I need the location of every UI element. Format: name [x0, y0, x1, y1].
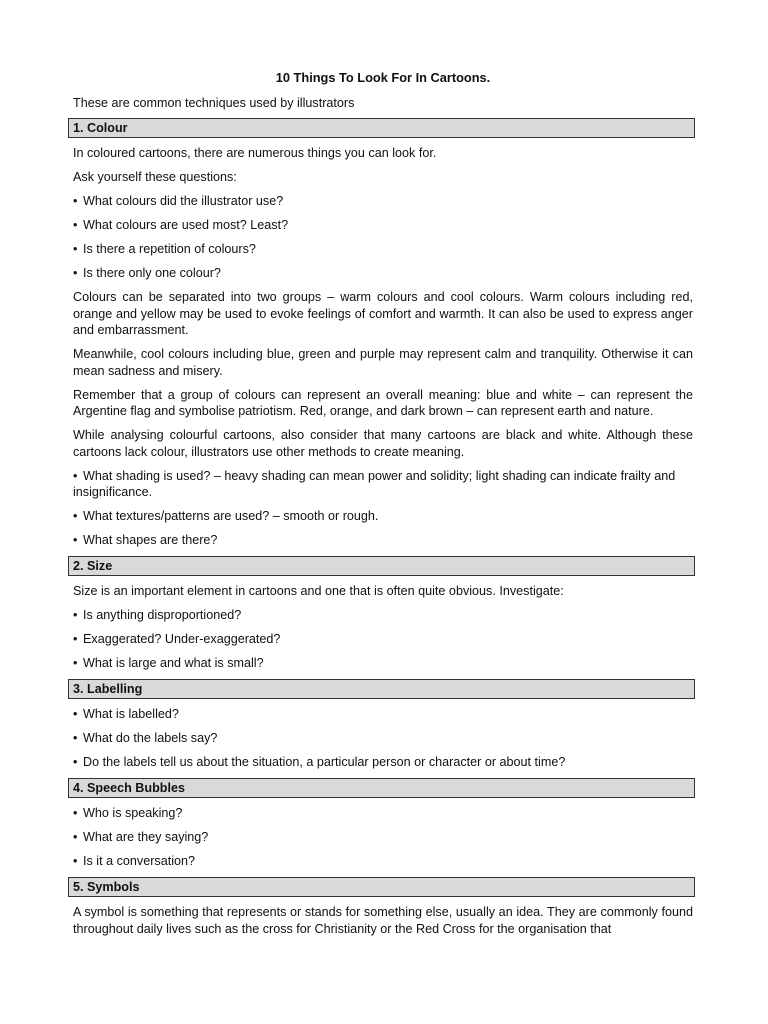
bullet-item: • Is there a repetition of colours?: [73, 242, 256, 256]
bullet-item: • What do the labels say?: [73, 731, 218, 745]
bullet-item: • What are they saying?: [73, 830, 209, 844]
bullet-item: • What textures/patterns are used? – smooth or rough.: [73, 509, 379, 523]
paragraph: While analysing colourful cartoons, also consider that many cartoons are black and white. Although these cartoons lack colour, illustrators use other methods to create meaning.: [73, 428, 693, 459]
bullet-icon: •: [73, 755, 78, 769]
bullet-icon: •: [73, 468, 78, 483]
bullet-icon: •: [73, 707, 78, 721]
document-page: [73, 70, 693, 945]
bullet-item: • Is it a conversation?: [73, 854, 196, 868]
bullet-icon: •: [73, 731, 78, 745]
bullet-icon: •: [73, 533, 78, 547]
bullet-item: • What colours did the illustrator use?: [73, 194, 284, 208]
paragraph: Remember that a group of colours can represent an overall meaning: blue and white – can represent the Argentine flag and symbolise patriotism. Red, orange, and dark brown – can represent earth and nature.: [73, 387, 693, 418]
bullet-icon: •: [73, 608, 78, 622]
bullet-icon: •: [73, 242, 78, 256]
section-heading-labelling: 3. Labelling: [68, 679, 695, 699]
paragraph: Colours can be separated into two groups – warm colours and cool colours. Warm colours including red, orange and yellow may be used to evoke feelings of comfort and warmth. It can also be used to express anger and embarrassment.: [73, 290, 693, 337]
bullet-item: • Who is speaking?: [73, 806, 183, 820]
paragraph: In coloured cartoons, there are numerous things you can look for.: [73, 146, 437, 160]
paragraph: A symbol is something that represents or stands for something else, usually an idea. They are commonly found throughout daily lives such as the cross for Christianity or the Red Cross for the organisation that: [73, 905, 693, 936]
bullet-item: • What shapes are there?: [73, 533, 218, 547]
section-heading-size: 2. Size: [68, 556, 695, 576]
intro-text: These are common techniques used by illustrators: [73, 95, 355, 110]
bullet-item: • What shading is used? – heavy shading can mean power and solidity; light shading can indicate frailty and insignificance.: [73, 468, 676, 499]
bullet-item: • Is there only one colour?: [73, 266, 221, 280]
bullet-icon: •: [73, 806, 78, 820]
bullet-icon: •: [73, 656, 78, 670]
section-heading-colour: 1. Colour: [68, 118, 695, 138]
bullet-item: • Do the labels tell us about the situation, a particular person or character or about time?: [73, 755, 566, 769]
bullet-item: • What is large and what is small?: [73, 656, 264, 670]
bullet-item: • Exaggerated? Under-exaggerated?: [73, 632, 281, 646]
bullet-item: • What is labelled?: [73, 707, 179, 721]
section-heading-speech-bubbles: 4. Speech Bubbles: [68, 778, 695, 798]
bullet-icon: •: [73, 266, 78, 280]
document-title: 10 Things To Look For In Cartoons.: [275, 70, 491, 85]
paragraph: Meanwhile, cool colours including blue, green and purple may represent calm and tranquility. Otherwise it can mean sadness and misery.: [73, 347, 693, 378]
bullet-item: • What colours are used most? Least?: [73, 218, 289, 232]
section-heading-symbols: 5. Symbols: [68, 877, 695, 897]
paragraph: Ask yourself these questions:: [73, 170, 237, 184]
bullet-icon: •: [73, 218, 78, 232]
bullet-icon: •: [73, 509, 78, 523]
bullet-icon: •: [73, 830, 78, 844]
bullet-item: • Is anything disproportioned?: [73, 608, 242, 622]
bullet-icon: •: [73, 632, 78, 646]
bullet-icon: •: [73, 194, 78, 208]
paragraph: Size is an important element in cartoons and one that is often quite obvious. Investigate:: [73, 584, 564, 598]
bullet-icon: •: [73, 854, 78, 868]
